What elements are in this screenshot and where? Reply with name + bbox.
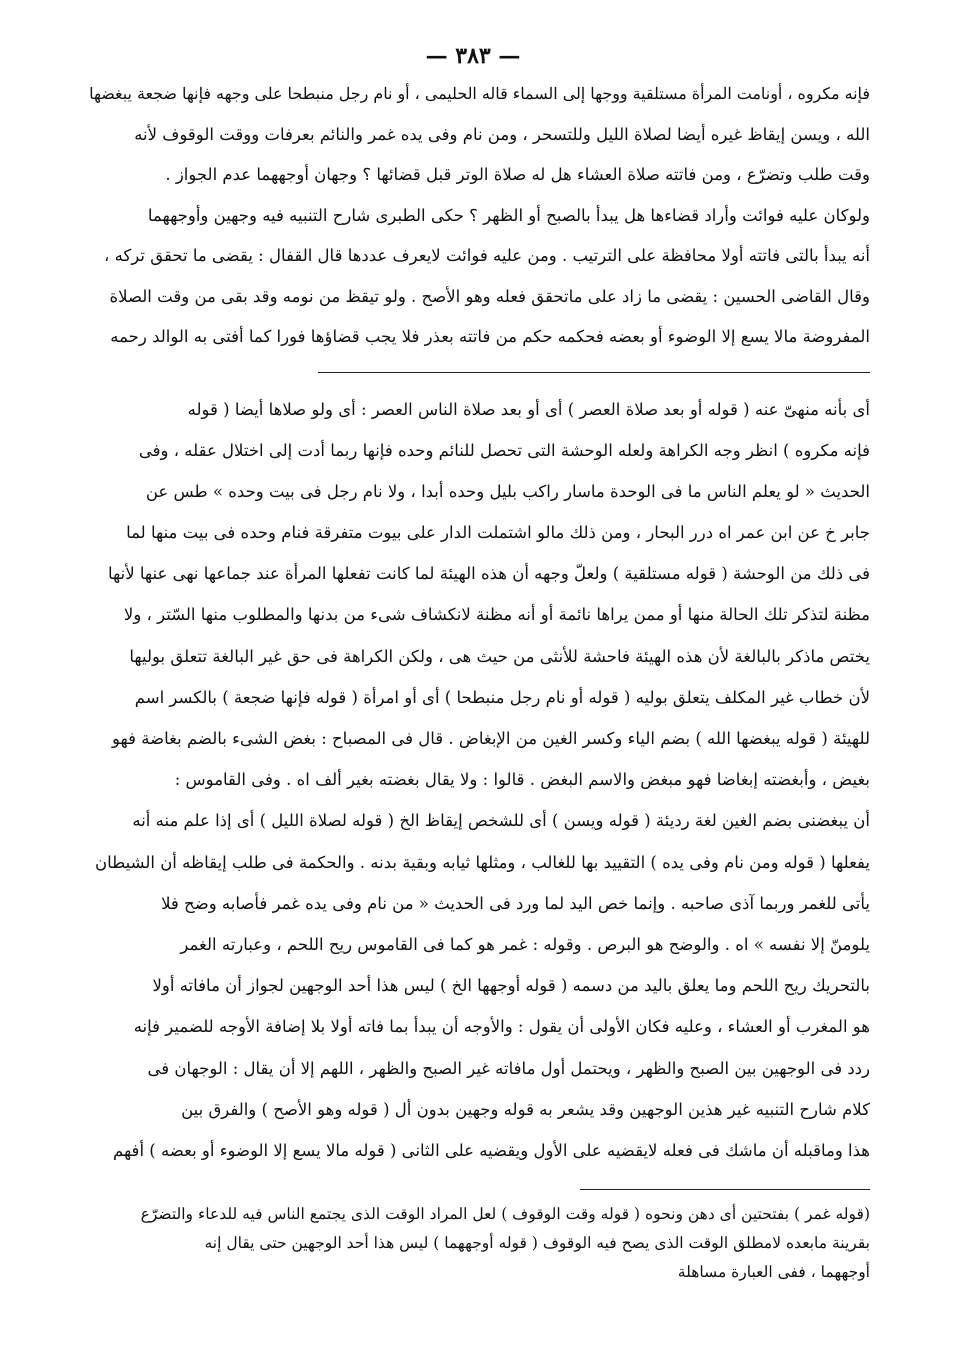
main-text-line: أنه يبدأ بالتى فاتته أولا محافظة على الترتيب . ومن عليه فوائت لايعرف عددها قال القفال : يقضى ما تحقق تركه ، (104, 246, 870, 265)
commentary-line: فى ذلك من الوحشة ( قوله مستلقية ) ولعلّ وجهه أن هذه الهيئة لما كانت تفعلها المرأة عند جماعها نهى عنها لأنها (107, 564, 870, 584)
footnote-line: أوجههما ، ففى العبارة مساهلة (677, 1263, 870, 1282)
main-text-line: وقال القاضى الحسين : يقضى ما زاد على ماتحقق فعله وهو الأصح . ولو تيقظ من نومه وقد بقى من وقت الصلاة (109, 286, 870, 306)
main-text-line: الله ، ويسن إيقاظ غيره أيضا لصلاة الليل وللتسحر ، ومن نام وفى يده غمر والنائم بعرفات ووقت الوقوف لأنه (134, 124, 870, 144)
main-text-line: وقت طلب وتضرّع ، ومن فاتته صلاة العشاء هل له صلاة الوتر قبل قضائها ؟ وجهان أوجههما عدم الجواز . (165, 165, 870, 184)
commentary-line: هو المغرب أو العشاء ، وعليه فكان الأولى أن يقول : والأوجه أن يبدأ بما فاته أولا بلا إضافة الأوجه للضمير فإنه (133, 1017, 870, 1037)
footnote-line: بقرينة مابعده لامطلق الوقت الذى يصح فيه الوقوف ( قوله أوجههما ) ليس هذا أحد الوجهين حتى يقال إنه (204, 1234, 870, 1253)
page-number: — ٣٨٣ — (425, 43, 521, 69)
commentary-line: أن يبغضنى بضم الغين لغة رديئة ( قوله ويسن ) أى للشخص إيقاظ الخ ( قوله لصلاة الليل ) أى إذا علم منه أنه (132, 811, 870, 831)
commentary-line: يأتى للغمر وربما آذى صاحبه . وإنما خص اليد لما ورد فى الحديث « من نام وفى يده غمر فأصابه وضح فلا (161, 893, 870, 913)
commentary-line: كلام شارح التنبيه غير هذين الوجهين وقد يشعر به قوله وجهين بدون أل ( قوله وهو الأصح ) والفرق بين (181, 1099, 870, 1119)
main-text-block (76, 74, 870, 358)
section-divider (318, 372, 870, 373)
commentary-line: بالتحريك ريح اللحم وما يعلق باليد من دسمه ( قوله أوجهها الخ ) ليس هذا أحد الوجهين لجواز أن مافاته أولا (152, 976, 870, 996)
commentary-line: يختص ماذكر بالبالغة لأن هذه الهيئة فاحشة للأنثى من حيث هى ، ولكن الكراهة فى حق غير البالغة تتعلق بوليها (129, 646, 870, 666)
commentary-line: الحديث « لو يعلم الناس ما فى الوحدة ماسار راكب بليل وحده أبدا ، ولا نام رجل فى بيت وحده » طس عن (145, 481, 870, 501)
commentary-line: ردد فى الوجهين بين الصبح والظهر ، ويحتمل أول مافاته غير الصبح والظهر ، اللهم إلا أن يقال : الوجهان فى (147, 1058, 870, 1078)
commentary-line: بغيض ، وأبغضته إبغاضا فهو مبغض والاسم البغض . قالوا : ولا يقال بغضته بغير ألف اه . وفى القاموس : (174, 770, 870, 790)
commentary-line: فإنه مكروه ) انظر وجه الكراهة ولعله الوحشة التى تحصل للنائم وحده فإنها ربما أدت إلى اختلال عقله ، وفى (138, 440, 870, 460)
commentary-line: أى بأنه منهىّ عنه ( قوله أو بعد صلاة العصر ) أى أو بعد صلاة الناس العصر : أى ولو صلاها أيضا ( قوله (187, 399, 870, 419)
main-text-line: المفروضة مالا يسع إلا الوضوء أو بعضه فحكمه حكم من فاتته بعذر فلا يجب قضاؤها فورا كما أفتى به الوالد رحمه (110, 327, 870, 346)
commentary-block (76, 389, 870, 1172)
main-text-line: ولوكان عليه فوائت وأراد قضاءها هل يبدأ بالصبح أو الظهر ؟ حكى الطبرى شارح التنبيه فيه وجهين وأوجههما (147, 205, 870, 225)
footnote-divider (580, 1189, 870, 1190)
footnote-block (76, 1200, 870, 1287)
commentary-line: يفعلها ( قوله ومن نام وفى يده ) التقييد بها للغالب ، ومثلها ثيابه وبقية بدنه . والحكمة فى طلب إيقاظه أن الشيطان (94, 852, 870, 872)
commentary-line: هذا وماقبله أن ماشك فى فعله لايقضيه على الأول ويقضيه على الثانى ( قوله مالا يسع إلا الوضوء أو بعضه ) أفهم (112, 1140, 870, 1160)
commentary-line: يلومنّ إلا نفسه » اه . والوضح هو البرص . وقوله : غمر هو كما فى القاموس ريح اللحم ، وعبارته الغمر (180, 934, 870, 954)
footnote-line: (قوله غمر ) بفتحتين أى دهن ونحوه ( قوله وقت الوقوف ) لعل المراد الوقت الذى يجتمع الناس فيه للدعاء والتضرّع (140, 1205, 870, 1224)
commentary-line: للهيئة ( قوله يبغضها الله ) بضم الياء وكسر الغين من الإبغاض . قال فى المصباح : بغض الشىء بالضم بغاضة فهو (112, 729, 870, 748)
commentary-line: جابر خ عن ابن عمر اه درر البحار ، ومن ذلك مالو اشتملت الدار على بيوت متفرقة فنام وحده فى بيت منها لما (126, 523, 870, 543)
main-text-line: فإنه مكروه ، أونامت المرأة مستلقية ووجها إلى السماء قاله الحليمى ، أو نام رجل منبطحا على وجهه فإنها ضجعة يبغضها (89, 84, 870, 103)
commentary-line: مظنة لتذكر تلك الحالة منها أو ممن يراها نائمة أو أنه مظنة لانكشاف شىء من بدنها والمطلوب منها السّتر ، ولا (123, 605, 870, 625)
commentary-line: لأن خطاب غير المكلف يتعلق بوليه ( قوله أو نام رجل منبطحا ) أى أو امرأة ( قوله فإنها ضجعة ) بالكسر اسم (134, 687, 870, 707)
